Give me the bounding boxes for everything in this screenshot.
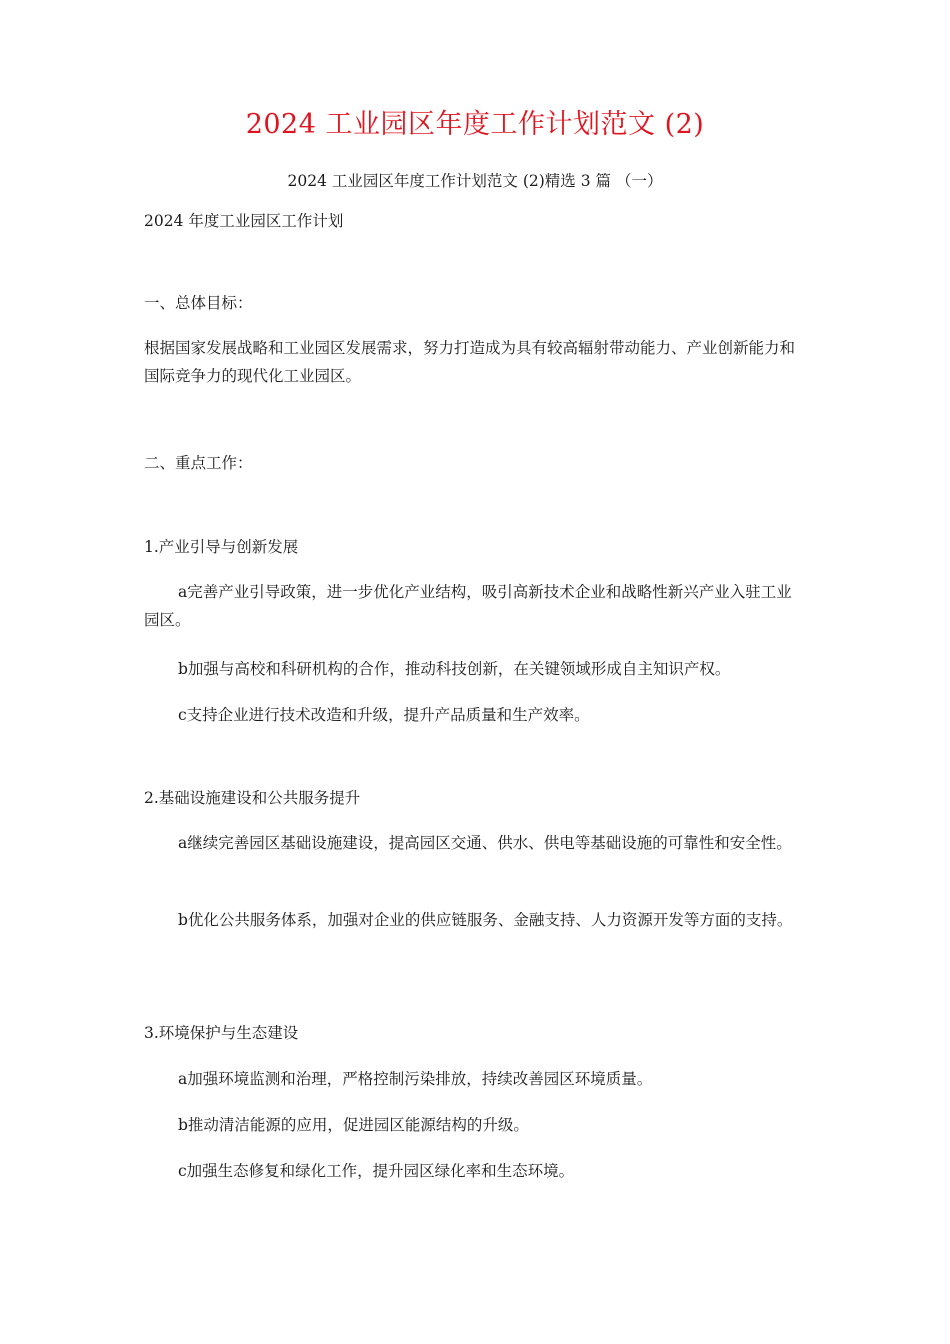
- item-2-heading: 2.基础设施建设和公共服务提升: [144, 789, 361, 807]
- item-2-point-a: a继续完善园区基础设施建设，提高园区交通、供水、供电等基础设施的可靠性和安全性。: [178, 834, 792, 852]
- item-1-point-b: b加强与高校和科研机构的合作，推动科技创新，在关键领域形成自主知识产权。: [178, 660, 731, 678]
- item-3-point-b: b推动清洁能源的应用，促进园区能源结构的升级。: [178, 1116, 529, 1134]
- item-1-point-c: c支持企业进行技术改造和升级，提升产品质量和生产效率。: [178, 706, 590, 724]
- item-1-heading: 1.产业引导与创新发展: [144, 538, 299, 556]
- plan-heading: 2024 年度工业园区工作计划: [144, 212, 344, 230]
- section-1-body: 根据国家发展战略和工业园区发展需求，努力打造成为具有较高辐射带动能力、产业创新能力和国际竞争力的现代化工业园区。: [144, 339, 796, 385]
- item-2-point-b: b优化公共服务体系，加强对企业的供应链服务、金融支持、人力资源开发等方面的支持。: [178, 911, 793, 929]
- item-1-point-a: a完善产业引导政策，进一步优化产业结构，吸引高新技术企业和战略性新兴产业入驻工业园区。: [144, 583, 792, 629]
- document-title: 2024 工业园区年度工作计划范文 (2): [245, 109, 705, 140]
- section-1-heading: 一、总体目标：: [144, 294, 253, 312]
- item-3-point-a: a加强环境监测和治理，严格控制污染排放，持续改善园区环境质量。: [178, 1070, 653, 1088]
- section-2-heading: 二、重点工作：: [144, 454, 253, 472]
- item-3-point-c: c加强生态修复和绿化工作，提升园区绿化率和生态环境。: [178, 1162, 575, 1180]
- document-subtitle: 2024 工业园区年度工作计划范文 (2)精选 3 篇 （一）: [287, 172, 663, 190]
- item-3-heading: 3.环境保护与生态建设: [144, 1024, 299, 1042]
